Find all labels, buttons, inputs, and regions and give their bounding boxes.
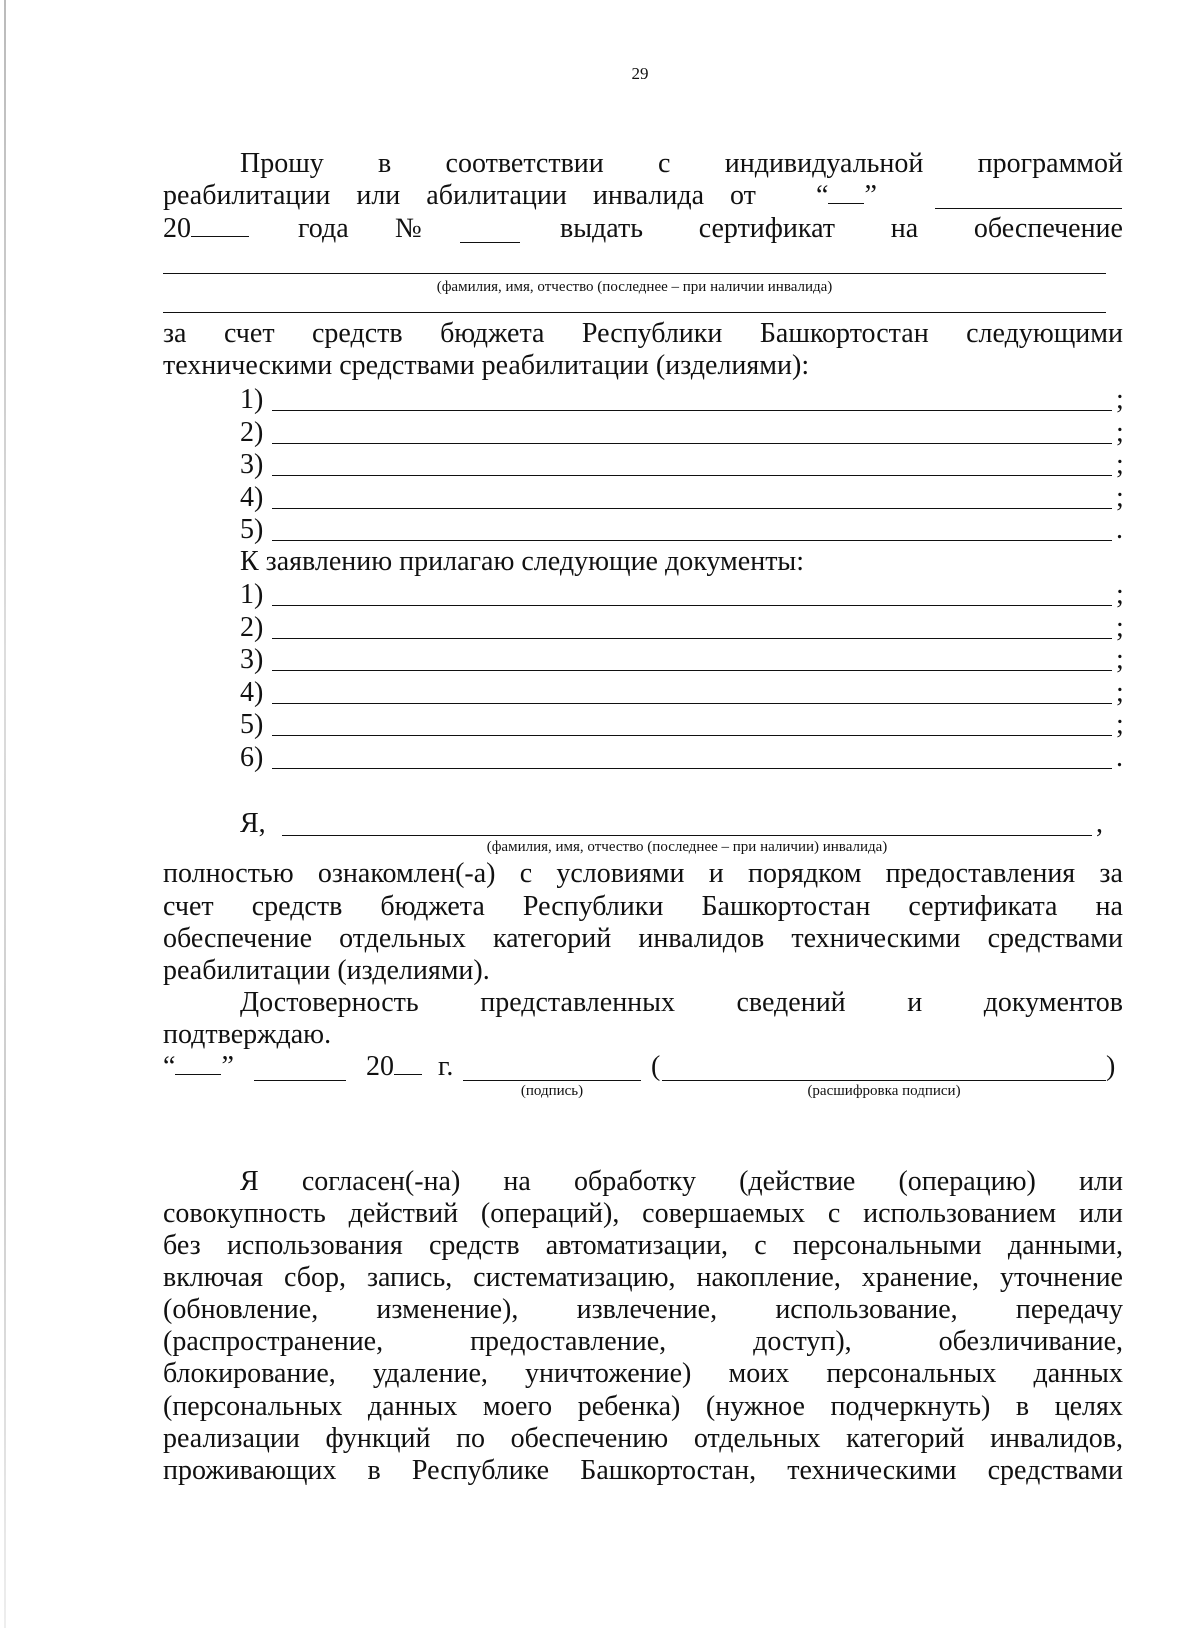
item-end-mark: ; [1116, 449, 1124, 480]
word: средствами [987, 1455, 1123, 1486]
doc-number: 4) [240, 676, 264, 708]
word: реализации [163, 1423, 300, 1454]
word: моего [482, 1391, 553, 1422]
word: инвалидов [638, 923, 765, 954]
word: Я [240, 1166, 259, 1197]
word: предоставления [885, 858, 1076, 889]
word: Республики [522, 891, 664, 922]
consent-line-5 [163, 1294, 1123, 1326]
word: Башкортостан [701, 891, 871, 922]
word: данными, [1007, 1230, 1123, 1261]
doc-line[interactable] [272, 768, 1112, 769]
word: запись, [366, 1262, 453, 1293]
doc-end-mark: ; [1116, 644, 1124, 675]
word: Республики [581, 318, 723, 349]
word: выдать [560, 213, 643, 244]
doc-line[interactable] [272, 605, 1112, 606]
word: индивидуальной [724, 148, 924, 179]
word: извлечение, [576, 1294, 718, 1325]
sign-caption: (подпись) [520, 1083, 584, 1099]
scan-edge [4, 0, 6, 1628]
consent-line-10 [163, 1455, 1123, 1487]
word: категорий [492, 923, 612, 954]
consent-line-2 [163, 1198, 1123, 1230]
decode-caption: (расшифровка подписи) [807, 1083, 961, 1099]
word: средств [251, 891, 343, 922]
word: на [503, 1166, 531, 1197]
word: условиями [556, 858, 685, 889]
word: Прошу [240, 148, 324, 179]
word: сертификата [908, 891, 1058, 922]
word: техническими [791, 923, 961, 954]
sign-g: г. [438, 1051, 454, 1082]
word: (распространение, [163, 1326, 384, 1357]
ya-label: Я, [240, 808, 266, 839]
item-number: 2) [240, 416, 264, 448]
consent-line-7 [163, 1358, 1123, 1390]
request-line-2 [163, 180, 782, 212]
number-label: № [395, 213, 422, 244]
word: с [754, 1230, 767, 1261]
word: соответствии [445, 148, 604, 179]
goda-label: года [298, 213, 349, 244]
item-number: 5) [240, 514, 264, 545]
item-line[interactable] [272, 410, 1112, 411]
word: порядком [747, 858, 862, 889]
word: с [658, 148, 671, 179]
year-blank[interactable] [191, 214, 249, 237]
word: с [519, 858, 533, 889]
declaration-line-5 [240, 987, 1123, 1019]
item-line[interactable] [272, 508, 1112, 509]
date-day: “ ” [816, 180, 877, 211]
declaration-line-3 [163, 923, 1123, 955]
word: хранение, [861, 1262, 980, 1293]
word: сертификат [698, 213, 836, 244]
word: систематизацию, [473, 1262, 676, 1293]
doc-number: 2) [240, 611, 264, 643]
paren-close: ) [1106, 1051, 1116, 1082]
doc-number: 5) [240, 709, 264, 740]
word: Достоверность [240, 987, 419, 1018]
word: совокупность [163, 1198, 326, 1229]
word: обезличивание, [938, 1326, 1123, 1357]
word: совершаемых [642, 1198, 806, 1229]
word: Республике [411, 1455, 550, 1486]
word: реабилитации [163, 180, 331, 211]
word: обеспечение [973, 213, 1123, 244]
item-end-mark: . [1116, 514, 1123, 545]
word: на [1095, 891, 1123, 922]
doc-line[interactable] [272, 670, 1112, 671]
word: уничтожение) [525, 1358, 692, 1389]
word: (нужное [705, 1391, 805, 1422]
sign-year-blank[interactable] [394, 1052, 422, 1075]
word: или [1078, 1166, 1123, 1197]
word: без [163, 1230, 201, 1261]
word: бюджета [440, 318, 545, 349]
page-number: 29 [631, 64, 649, 83]
word: за [1099, 858, 1123, 889]
word: сбор, [283, 1262, 346, 1293]
year-field: 20 [163, 213, 249, 245]
word: по [456, 1423, 486, 1454]
word: накопление, [696, 1262, 841, 1293]
word: использование, [775, 1294, 958, 1325]
paren-open: ( [651, 1051, 661, 1082]
sign-year: 20 [366, 1051, 422, 1083]
day-blank[interactable] [828, 181, 864, 204]
sign-date-day: “ ” [163, 1051, 234, 1082]
word: включая [163, 1262, 264, 1293]
word: персональных [826, 1358, 997, 1389]
word: документов [983, 987, 1123, 1018]
word: средств [312, 318, 403, 349]
word: подчеркнуть) [830, 1391, 991, 1422]
doc-number: 1) [240, 579, 264, 610]
word: за [163, 318, 187, 349]
word: отдельных [339, 923, 466, 954]
declarant-comma: , [1096, 808, 1103, 839]
word: использованием [863, 1198, 1057, 1229]
word: средств [428, 1230, 520, 1261]
word: (обновление, [163, 1294, 319, 1325]
consent-line-3 [163, 1230, 1123, 1262]
word: ознакомлен(-а) [317, 858, 496, 889]
item-end-mark: ; [1116, 481, 1124, 513]
request-line-3-rest [560, 213, 1123, 245]
word: действий [348, 1198, 459, 1229]
name-caption: (фамилия, имя, отчество (последнее – при наличии инвалида) [436, 279, 833, 295]
sign-month-blank[interactable] [254, 1058, 346, 1081]
word: ребенка) [577, 1391, 681, 1422]
word: или [1078, 1198, 1123, 1229]
item-number: 3) [240, 449, 264, 480]
item-end-mark: ; [1116, 384, 1124, 415]
word: инвалидов, [990, 1423, 1123, 1454]
word: Башкортостан, [580, 1455, 757, 1486]
word: в [367, 1455, 381, 1486]
word: и [708, 858, 724, 889]
word: счет [163, 891, 214, 922]
declaration-line-6: подтверждаю. [163, 1019, 332, 1050]
word: отдельных [693, 1423, 821, 1454]
word: удаление, [372, 1358, 488, 1389]
word: сведений [736, 987, 846, 1018]
word: абилитации [426, 180, 567, 211]
month-blank[interactable] [935, 186, 1122, 209]
declaration-line-1 [163, 858, 1123, 890]
word: данных [1033, 1358, 1123, 1389]
word: изменение), [376, 1294, 519, 1325]
word: от [730, 180, 756, 211]
request-line-5: техническими средствами реабилитации (изделиями): [163, 350, 810, 381]
word: (операцию) [898, 1166, 1036, 1197]
word: проживающих [163, 1455, 337, 1486]
word: данных [367, 1391, 458, 1422]
doc-end-mark: ; [1116, 676, 1124, 708]
docs-heading: К заявлению прилагаю следующие документы: [240, 546, 805, 577]
doc-end-mark: ; [1116, 709, 1124, 740]
word: категорий [846, 1423, 965, 1454]
name-line-2[interactable] [163, 312, 1106, 313]
word: (действие [739, 1166, 856, 1197]
word: Башкортостан [759, 318, 929, 349]
word: средствами [987, 923, 1123, 954]
doc-end-mark: . [1116, 741, 1123, 773]
doc-line[interactable] [272, 703, 1112, 704]
consent-line-8 [163, 1391, 1123, 1423]
word: персональными [792, 1230, 982, 1261]
name-line[interactable] [163, 273, 1106, 274]
item-line[interactable] [272, 540, 1112, 541]
doc-line[interactable] [272, 735, 1112, 736]
word: обработку [573, 1166, 696, 1197]
word: техническими [787, 1455, 957, 1486]
doc-number: 6) [240, 741, 264, 773]
doc-line[interactable] [272, 638, 1112, 639]
request-line-1 [240, 148, 1123, 180]
item-line[interactable] [272, 475, 1112, 476]
item-number: 1) [240, 384, 264, 415]
word: в [1015, 1391, 1030, 1422]
word: с [827, 1198, 841, 1229]
word: или [356, 180, 401, 211]
word: автоматизации, [545, 1230, 728, 1261]
word: программой [977, 148, 1123, 179]
doc-number: 3) [240, 644, 264, 675]
word: (персональных [163, 1391, 343, 1422]
number-blank[interactable] [460, 220, 520, 243]
word: блокирование, [163, 1358, 336, 1389]
word: моих [728, 1358, 790, 1389]
word: и [907, 987, 923, 1018]
word: следующими [966, 318, 1123, 349]
word: целях [1054, 1391, 1123, 1422]
signature-blank[interactable] [463, 1058, 641, 1081]
declaration-line-4: реабилитации (изделиями). [163, 955, 490, 986]
word: использования [226, 1230, 403, 1261]
consent-line-1 [240, 1166, 1123, 1198]
declarant-caption: (фамилия, имя, отчество (последнее – при наличии) инвалида) [486, 839, 888, 855]
word: (операций), [480, 1198, 620, 1229]
doc-end-mark: ; [1116, 611, 1124, 643]
word: доступ), [753, 1326, 852, 1357]
word: обеспечение [163, 923, 313, 954]
word: представленных [480, 987, 675, 1018]
word: предоставление, [470, 1326, 667, 1357]
word: уточнение [999, 1262, 1123, 1293]
word: согласен(-на) [301, 1166, 461, 1197]
word: передачу [1015, 1294, 1123, 1325]
declarant-name-line[interactable] [282, 835, 1092, 836]
word: полностью [163, 858, 294, 889]
declaration-line-2 [163, 891, 1123, 923]
word: бюджета [380, 891, 485, 922]
request-line-4 [163, 318, 1123, 350]
word: в [378, 148, 392, 179]
word: функций [325, 1423, 431, 1454]
item-number: 4) [240, 481, 264, 513]
word: счет [223, 318, 275, 349]
consent-line-9 [163, 1423, 1123, 1455]
word: на [890, 213, 919, 244]
doc-end-mark: ; [1116, 579, 1124, 610]
item-end-mark: ; [1116, 416, 1124, 448]
consent-line-4 [163, 1262, 1123, 1294]
sign-day-blank[interactable] [175, 1052, 221, 1075]
word: обеспечению [510, 1423, 669, 1454]
consent-line-6 [163, 1326, 1123, 1358]
signature-decode-blank[interactable] [662, 1058, 1106, 1081]
word: инвалида [592, 180, 704, 211]
item-line[interactable] [272, 443, 1112, 444]
